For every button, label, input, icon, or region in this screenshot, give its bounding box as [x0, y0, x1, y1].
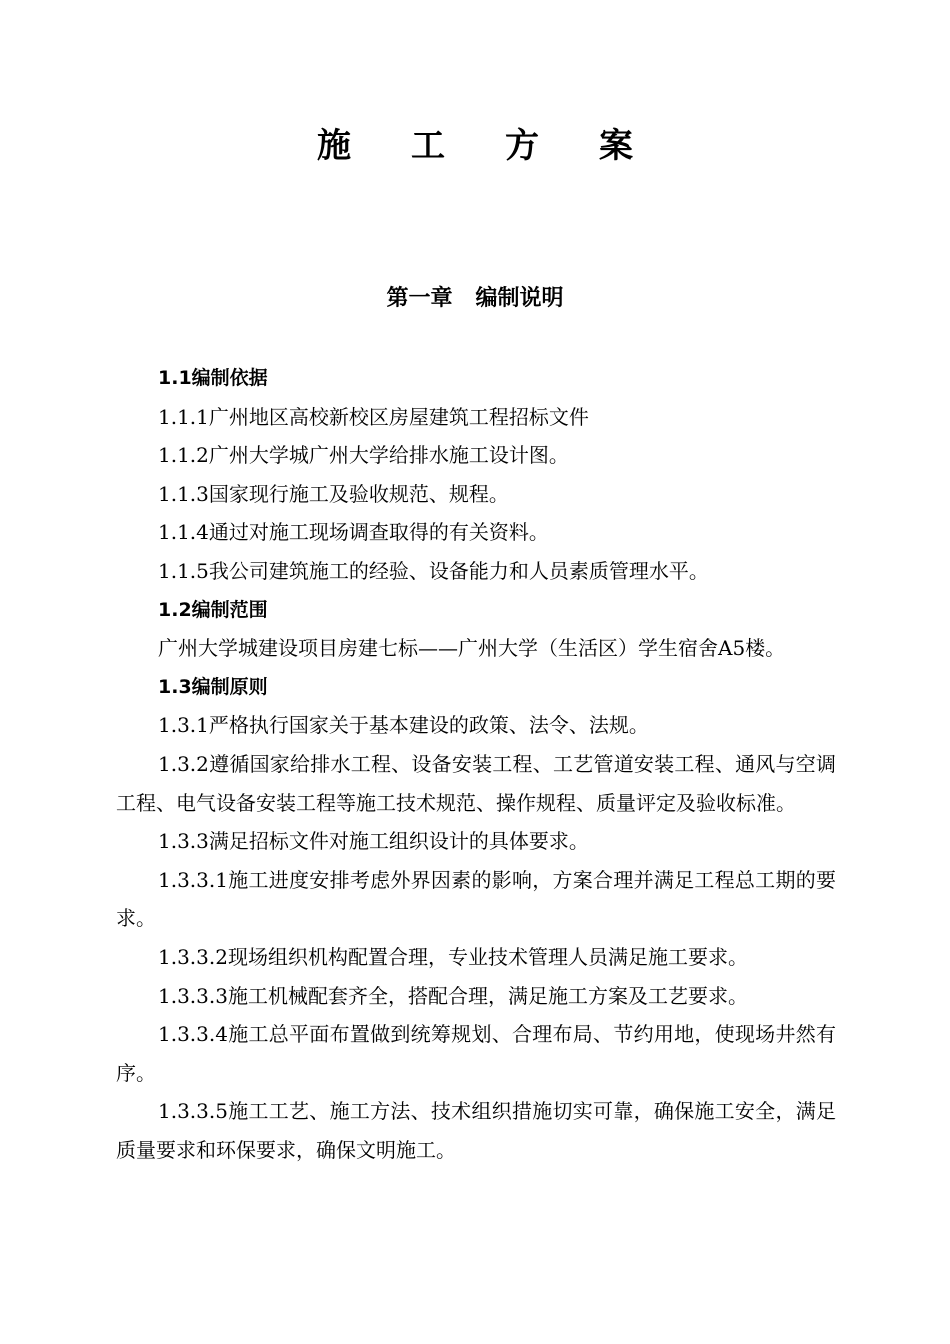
- list-item: 1.1.5我公司建筑施工的经验、设备能力和人员素质管理水平。: [158, 558, 709, 583]
- chapter-name: 编制说明: [475, 286, 564, 311]
- section-heading-1-1: 1.1编制依据: [158, 367, 268, 389]
- list-item: 1.3.2遵循国家给排水工程、设备安装工程、工艺管道安装工程、通风与空调工程、电气设备安装工程等施工技术规范、操作规程、质量评定及验收标准。: [116, 751, 836, 815]
- list-item: 1.3.3.4施工总平面布置做到统筹规划、合理布局、节约用地，使现场井然有序。: [116, 1022, 836, 1085]
- chapter-title: [0, 282, 950, 316]
- list-item: 1.3.3.3施工机械配套齐全，搭配合理，满足施工方案及工艺要求。: [158, 983, 748, 1008]
- list-item: 1.1.3国家现行施工及验收规范、规程。: [158, 481, 509, 506]
- list-item: 1.3.3.2现场组织机构配置合理，专业技术管理人员满足施工要求。: [158, 944, 748, 969]
- section-heading-1-2: 1.2编制范围: [158, 598, 268, 621]
- document-body: [116, 359, 836, 1169]
- list-item: 1.1.1广州地区高校新校区房屋建筑工程招标文件: [158, 404, 589, 429]
- list-item: 1.3.1严格执行国家关于基本建设的政策、法令、法规。: [158, 713, 649, 738]
- chapter-number: 第一章: [386, 286, 453, 311]
- list-item: 1.3.3.5施工工艺、施工方法、技术组织措施切实可靠，确保施工安全，满足质量要求和环保要求，确保文明施工。: [116, 1099, 836, 1162]
- list-item: 1.3.3.1施工进度安排考虑外界因素的影响，方案合理并满足工程总工期的要求。: [116, 867, 836, 931]
- section-heading-1-3: 1.3编制原则: [158, 675, 268, 698]
- scope-paragraph: 广州大学城建设项目房建七标——广州大学（生活区）学生宿舍A5楼。: [158, 636, 786, 661]
- list-item: 1.1.4通过对施工现场调查取得的有关资料。: [158, 520, 549, 545]
- list-item: 1.1.2广州大学城广州大学给排水施工设计图。: [158, 443, 569, 468]
- document-title: 施工方案: [317, 126, 693, 166]
- list-item: 1.3.3满足招标文件对施工组织设计的具体要求。: [158, 829, 589, 854]
